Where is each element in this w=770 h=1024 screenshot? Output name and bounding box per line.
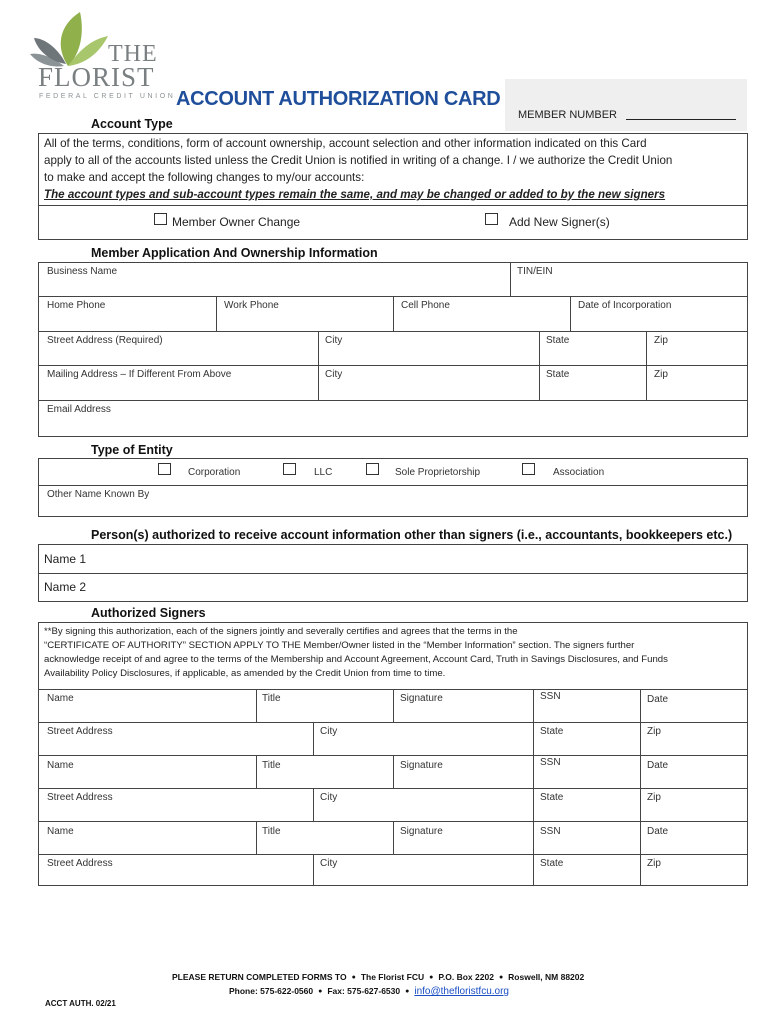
zip-field[interactable]: Zip [654,335,668,346]
member-number-field[interactable] [626,119,736,120]
mailing-state-field[interactable]: State [546,369,570,380]
logo-fcu: FEDERAL CREDIT UNION [39,93,176,100]
terms-line1: All of the terms, conditions, form of account ownership, account selection and other information indicated on this Card [44,137,647,150]
footer-return-line: PLEASE RETURN COMPLETED FORMS TO ● The Florist FCU ● P.O. Box 2202 ● Roswell, NM 88202 [172,972,585,982]
logo [28,8,176,108]
divider [393,689,394,722]
street-address-field[interactable]: Street Address (Required) [47,335,163,346]
divider [640,722,641,755]
divider [318,331,319,400]
divider [216,296,217,331]
divider [539,331,540,400]
divider [646,331,647,400]
sole-proprietorship-label: Sole Proprietorship [395,467,481,478]
signer-1-street-field[interactable]: Street Address [47,726,113,737]
footer-return-text: PLEASE RETURN COMPLETED FORMS TO [172,972,347,982]
signer-3-street-field[interactable]: Street Address [47,858,113,869]
email-address-field[interactable]: Email Address [47,404,111,415]
divider [640,689,641,722]
account-type-heading: Account Type [91,117,173,131]
signer-1-signature-field[interactable]: Signature [400,693,443,704]
association-label: Association [553,467,605,478]
divider [510,262,511,296]
persons-heading: Person(s) authorized to receive account information other than signers (i.e., accountants, bookkeepers etc.) [91,528,733,542]
terms-line4: The account types and sub-account types remain the same, and may be changed or added to by the new signers [44,188,666,201]
divider [640,821,641,854]
footer-po-box: P.O. Box 2202 [438,972,494,982]
name-1-field[interactable]: Name 1 [44,552,87,566]
footer-org: The Florist FCU [360,972,425,982]
signer-1-title-field[interactable]: Title [262,693,281,704]
home-phone-field[interactable]: Home Phone [47,300,106,311]
divider [393,821,394,854]
association-checkbox[interactable] [522,463,535,475]
divider [533,854,534,886]
signer-3-state-field[interactable]: State [540,858,564,869]
city-field[interactable]: City [325,335,343,346]
member-number-box [505,79,747,131]
signer-2-street-field[interactable]: Street Address [47,792,113,803]
signer-2-zip-field[interactable]: Zip [647,792,661,803]
divider [640,755,641,788]
signer-2-name-field[interactable]: Name [47,760,74,771]
add-new-signer-checkbox[interactable] [485,213,498,225]
sole-proprietorship-checkbox[interactable] [366,463,379,475]
divider [533,689,534,722]
signer-3-title-field[interactable]: Title [262,826,281,837]
divider [313,854,314,886]
name-2-field[interactable]: Name 2 [44,580,87,594]
signer-1-name-field[interactable]: Name [47,693,74,704]
state-field[interactable]: State [546,335,570,346]
member-owner-change-label: Member Owner Change [172,215,301,229]
date-of-incorporation-field[interactable]: Date of Incorporation [578,300,672,311]
divider [393,296,394,331]
divider [533,788,534,821]
footer-contact-line: Phone: 575-622-0560 ● Fax: 575-627-6530 ● info@thefloristfcu.org [229,986,509,997]
add-new-signer-label: Add New Signer(s) [509,215,610,229]
divider [533,755,534,788]
signer-1-city-field[interactable]: City [320,726,338,737]
footer-fax: Fax: 575-627-6530 [327,986,401,996]
llc-label: LLC [314,467,333,478]
signer-2-signature-field[interactable]: Signature [400,760,443,771]
mailing-city-field[interactable]: City [325,369,343,380]
footer-city: Roswell, NM 88202 [508,972,585,982]
divider [38,400,748,401]
signer-2-state-field[interactable]: State [540,792,564,803]
corporation-label: Corporation [188,467,241,478]
signer-3-signature-field[interactable]: Signature [400,826,443,837]
llc-checkbox[interactable] [283,463,296,475]
signers-para1: **By signing this authorization, each of the signers jointly and severally certifies and agrees that the terms in the [44,626,518,637]
other-name-field[interactable]: Other Name Known By [47,489,150,500]
mailing-zip-field[interactable]: Zip [654,369,668,380]
divider [38,205,748,206]
signer-3-ssn-field[interactable]: SSN [540,826,561,837]
divider [393,755,394,788]
footer-email-link[interactable]: info@thefloristfcu.org [414,986,509,997]
signers-heading: Authorized Signers [91,606,206,620]
divider [640,854,641,886]
footer-phone: Phone: 575-622-0560 [229,986,314,996]
signer-2-title-field[interactable]: Title [262,760,281,771]
divider [38,573,748,574]
signers-para3: acknowledge receipt of and agree to the terms of the Membership and Account Agreement, Account Card, Truth in Savings Disclosures, and Funds [44,654,668,665]
form-id: ACCT AUTH. 02/21 [45,999,116,1008]
corporation-checkbox[interactable] [158,463,171,475]
signer-2-ssn-field[interactable]: SSN [540,757,561,768]
signer-2-city-field[interactable]: City [320,792,338,803]
tin-field[interactable]: TIN/EIN [517,266,553,277]
signer-3-name-field[interactable]: Name [47,826,74,837]
divider [313,722,314,755]
divider [640,788,641,821]
member-owner-change-checkbox[interactable] [154,213,167,225]
mailing-address-field[interactable]: Mailing Address – If Different From Above [47,369,232,380]
cell-phone-field[interactable]: Cell Phone [401,300,450,311]
signers-para2: “CERTIFICATE OF AUTHORITY” SECTION APPLY TO THE Member/Owner listed in the “Member Information” section. The signers further [44,640,635,651]
signer-2-date-field[interactable]: Date [647,760,669,771]
signer-1-zip-field[interactable]: Zip [647,726,661,737]
logo-florist: FLORIST [38,62,155,92]
divider [570,296,571,331]
terms-line2: apply to all of the accounts listed unless the Credit Union is notified in writing of a change. I / we authorize the Credit Union [44,154,673,167]
divider [313,788,314,821]
divider [533,722,534,755]
member-app-box [38,262,748,437]
member-app-heading: Member Application And Ownership Information [91,246,378,260]
divider [533,821,534,854]
entity-heading: Type of Entity [91,443,173,457]
business-name-field[interactable]: Business Name [47,266,118,277]
member-number-label: MEMBER NUMBER [518,109,618,121]
signer-1-ssn-field[interactable]: SSN [540,691,561,702]
signer-3-zip-field[interactable]: Zip [647,858,661,869]
signer-3-date-field[interactable]: Date [647,826,669,837]
form-title: ACCOUNT AUTHORIZATION CARD [176,88,501,110]
logo-the: THE [108,41,158,67]
signers-para4: Availability Policy Disclosures, if applicable, as amended by the Credit Union from time to time. [44,668,446,679]
signer-1-state-field[interactable]: State [540,726,564,737]
leaf-logo-icon [28,8,108,68]
terms-line3: to make and accept the following changes to my/our accounts: [44,171,365,184]
signer-1-date-field[interactable]: Date [647,694,669,705]
work-phone-field[interactable]: Work Phone [224,300,279,311]
signer-3-city-field[interactable]: City [320,858,338,869]
